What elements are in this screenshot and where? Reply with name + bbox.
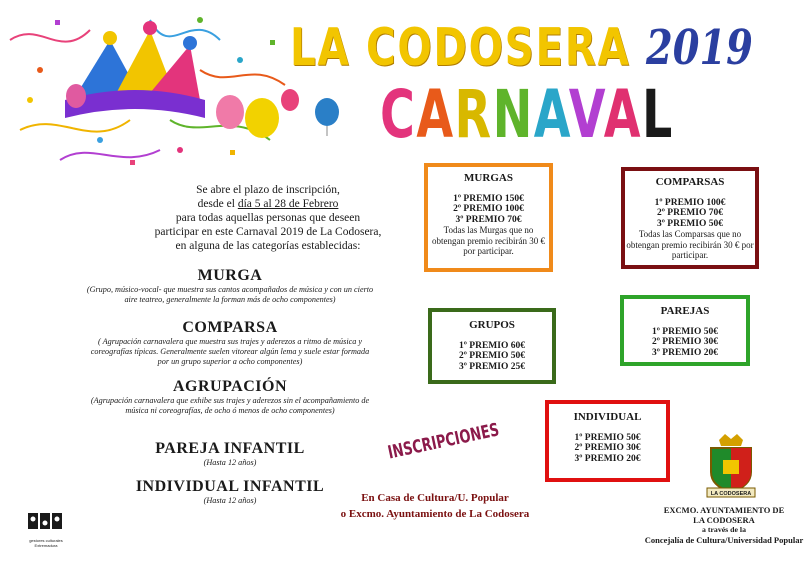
carnival-mask-illustration — [0, 0, 300, 180]
category-murga: MURGA (Grupo, músico-vocal- que muestra sus cantos acompañados de música y con un cierto aire teatreo, generalmente la forman más de ocho componentes) — [86, 267, 374, 304]
prize-box-grupos: GRUPOS 1º PREMIO 60€ 2º PREMIO 50€ 3º PREMIO 25€ — [428, 308, 556, 384]
intro-text: Se abre el plazo de inscripción, desde el día 5 al 28 de Febrero para todas aquellas personas que deseen participar en este Carnaval 2019 de La Codosera, en alguna de las categorías establecidas: — [154, 184, 382, 252]
prize-box-comparsas: COMPARSAS 1º PREMIO 100€ 2º PREMIO 70€ 3º PREMIO 50€ Todas las Comparsas que no obtengan premio recibirán 30 € por participar. — [621, 167, 759, 269]
prize-box-murgas: MURGAS 1º PREMIO 150€ 2º PREMIO 100€ 3º PREMIO 70€ Todas las Murgas que no obtengan premio recibirán 30 € por participar. — [424, 163, 553, 272]
category-individual-infantil: INDIVIDUAL INFANTIL (Hasta 12 años) — [135, 478, 325, 505]
category-pareja-infantil: PAREJA INFANTIL (Hasta 12 años) — [155, 440, 305, 467]
category-comparsa: COMPARSA ( Agrupación carnavalera que muestra sus trajes y aderezos a ritmo de música y coreografías típicas. Generalmente suelen vitorear algún lema y suele estar formada por un grupo superior a ocho componentes) — [90, 319, 370, 366]
year-label: 2019 — [646, 20, 753, 76]
logo-mark-icon — [26, 511, 66, 533]
category-agrupacion: AGRUPACIÓN (Agrupación carnavalera que exhibe sus trajes y aderezos sin el acompañamiento de música ni coreografías, de ocho ó menos de ocho componentes) — [90, 378, 370, 415]
town-crest-icon — [705, 434, 757, 498]
gestores-culturales-logo — [26, 511, 66, 548]
prize-box-individual: INDIVIDUAL 1º PREMIO 50€ 2º PREMIO 30€ 3º PREMIO 20€ — [545, 400, 670, 482]
crest-label: LA CODOSERA — [710, 491, 752, 497]
inscription-location: En Casa de Cultura/U. Popular o Excmo. Ayuntamiento de La Codosera — [340, 492, 530, 520]
title-carnaval: CARNAVAL — [380, 76, 674, 153]
prize-box-parejas: PAREJAS 1º PREMIO 50€ 2º PREMIO 30€ 3º PREMIO 20€ — [620, 295, 750, 366]
logo-caption: gestores culturales Extremadura — [29, 538, 63, 548]
balloon-icon — [312, 96, 342, 136]
inscripciones-heading: INSCRIPCIONES — [386, 419, 502, 464]
title-la-codosera: LA CODOSERA — [290, 18, 631, 78]
town-hall-credit: EXCMO. AYUNTAMIENTO DE LA CODOSERA a través de la Concejalía de Cultura/Universidad Popular — [644, 505, 804, 545]
